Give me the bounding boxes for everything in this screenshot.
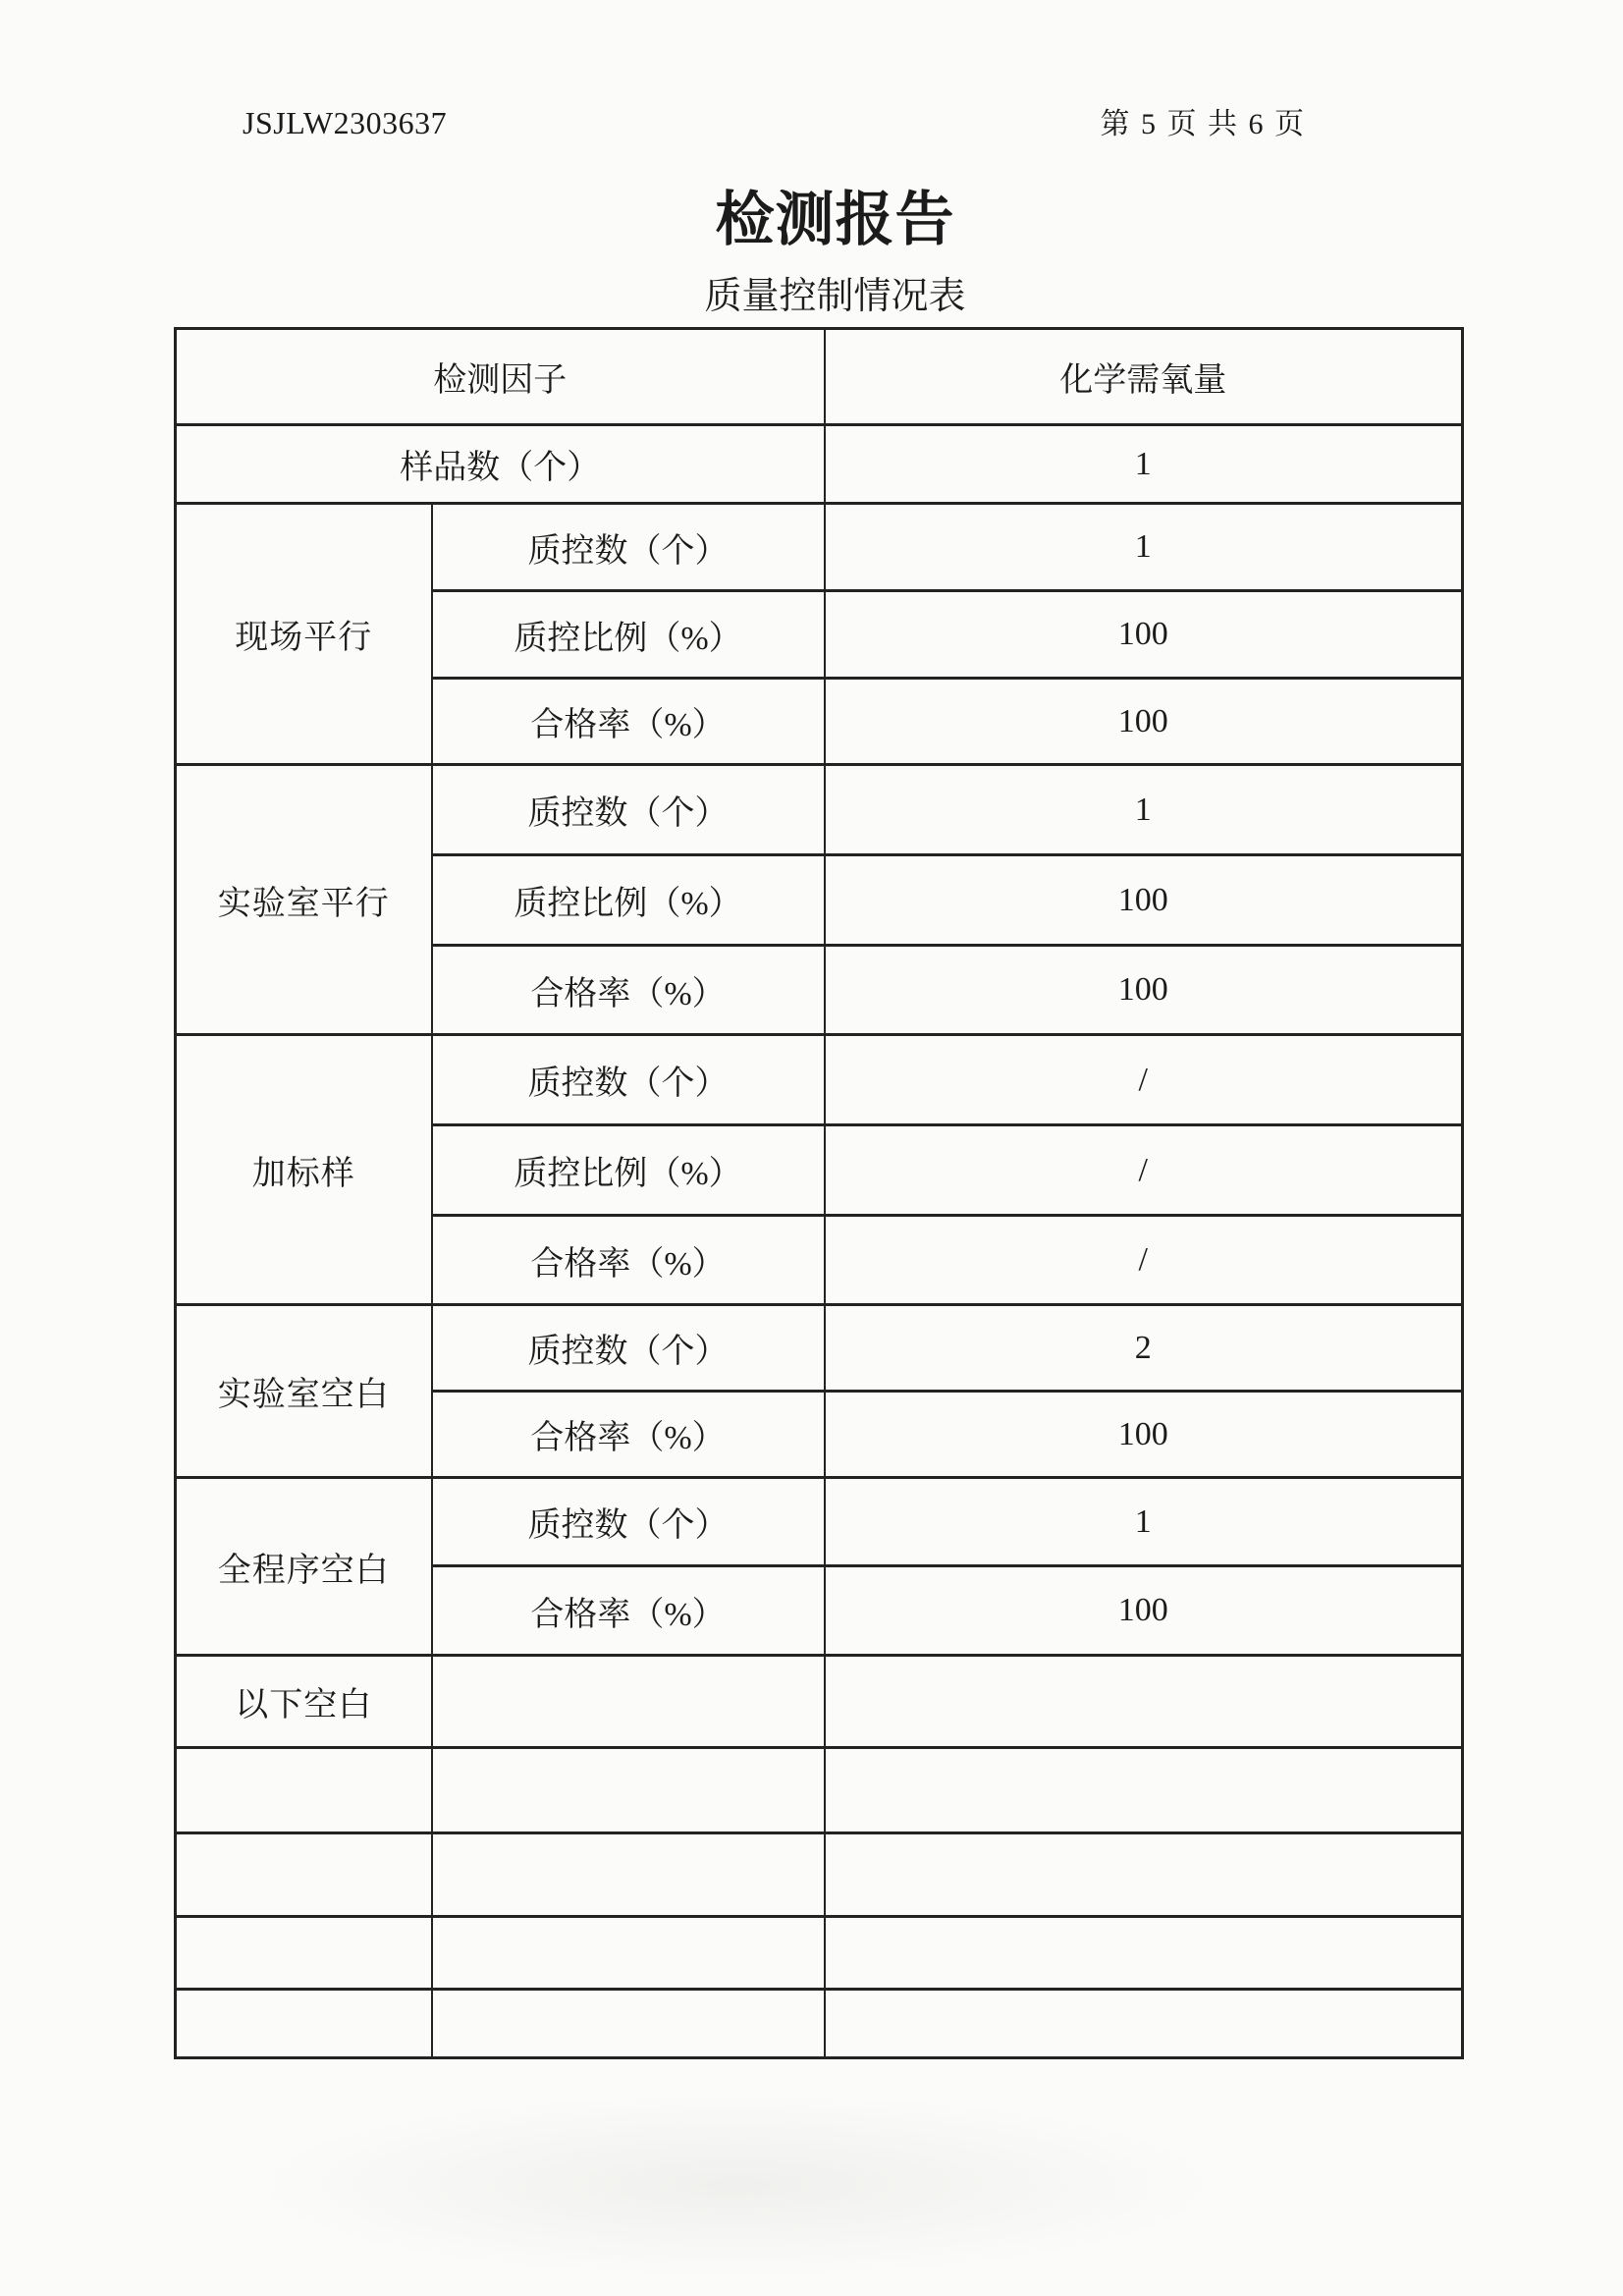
empty-cell (176, 1748, 432, 1833)
scan-smudge (245, 2092, 1227, 2278)
table-row (176, 1990, 1463, 2058)
doc-number: JSJLW2303637 (243, 105, 448, 140)
qc-label-cell: 质控数（个） (432, 1478, 825, 1566)
qc-label-cell: 合格率（%） (432, 1392, 825, 1478)
table-row (176, 1833, 1463, 1917)
sample-count-value-cell: 1 (825, 425, 1463, 504)
table-row (176, 329, 1463, 425)
table-row (176, 1656, 1463, 1748)
qc-label-cell: 质控数（个） (432, 765, 825, 855)
empty-cell (432, 1917, 825, 1990)
qc-value-cell: 2 (825, 1305, 1463, 1392)
factor-header-cell: 检测因子 (176, 329, 825, 425)
empty-cell (825, 1748, 1463, 1833)
qc-value-cell: 100 (825, 1392, 1463, 1478)
qc-value-cell: 1 (825, 1478, 1463, 1566)
empty-cell (825, 1833, 1463, 1917)
qc-value-cell: 100 (825, 855, 1463, 946)
qc-label-cell: 合格率（%） (432, 679, 825, 765)
empty-cell (176, 1833, 432, 1917)
qc-table (174, 327, 1464, 2059)
qc-label-cell: 质控比例（%） (432, 591, 825, 679)
empty-cell (432, 1833, 825, 1917)
qc-value-cell: 100 (825, 946, 1463, 1035)
empty-cell (432, 1990, 825, 2058)
table-row (176, 425, 1463, 504)
table-row (176, 1917, 1463, 1990)
qc-value-cell: 100 (825, 1566, 1463, 1656)
qc-label-cell: 质控数（个） (432, 1305, 825, 1392)
qc-value-cell: 1 (825, 504, 1463, 591)
report-subtitle: 质量控制情况表 (704, 276, 966, 317)
table-row (176, 504, 1463, 591)
report-title: 检测报告 (715, 188, 955, 252)
qc-label-cell: 质控数（个） (432, 504, 825, 591)
qc-label-cell: 合格率（%） (432, 1216, 825, 1305)
empty-cell (432, 1656, 825, 1748)
group-name-cell: 加标样 (176, 1035, 432, 1305)
table-row (176, 765, 1463, 855)
qc-value-cell: 100 (825, 679, 1463, 765)
empty-cell (176, 1990, 432, 2058)
qc-label-cell: 质控数（个） (432, 1035, 825, 1125)
sample-count-label-cell: 样品数（个） (176, 425, 825, 504)
empty-cell (825, 1656, 1463, 1748)
qc-label-cell: 合格率（%） (432, 1566, 825, 1656)
table-row (176, 1035, 1463, 1125)
qc-label-cell: 质控比例（%） (432, 1125, 825, 1216)
qc-value-cell: / (825, 1216, 1463, 1305)
group-name-cell: 实验室空白 (176, 1305, 432, 1478)
page-indicator: 第 5 页 共 6 页 (1100, 108, 1306, 140)
empty-cell (432, 1748, 825, 1833)
table-row (176, 1305, 1463, 1392)
qc-label-cell: 质控比例（%） (432, 855, 825, 946)
qc-value-cell: 100 (825, 591, 1463, 679)
qc-label-cell: 合格率（%） (432, 946, 825, 1035)
empty-cell (825, 1917, 1463, 1990)
table-row (176, 1478, 1463, 1566)
qc-value-cell: / (825, 1035, 1463, 1125)
value-header-cell: 化学需氧量 (825, 329, 1463, 425)
empty-cell (176, 1917, 432, 1990)
group-name-cell: 实验室平行 (176, 765, 432, 1035)
group-name-cell: 全程序空白 (176, 1478, 432, 1656)
blank-note-cell: 以下空白 (176, 1656, 432, 1748)
table-row (176, 1748, 1463, 1833)
qc-value-cell: 1 (825, 765, 1463, 855)
qc-value-cell: / (825, 1125, 1463, 1216)
empty-cell (825, 1990, 1463, 2058)
group-name-cell: 现场平行 (176, 504, 432, 765)
